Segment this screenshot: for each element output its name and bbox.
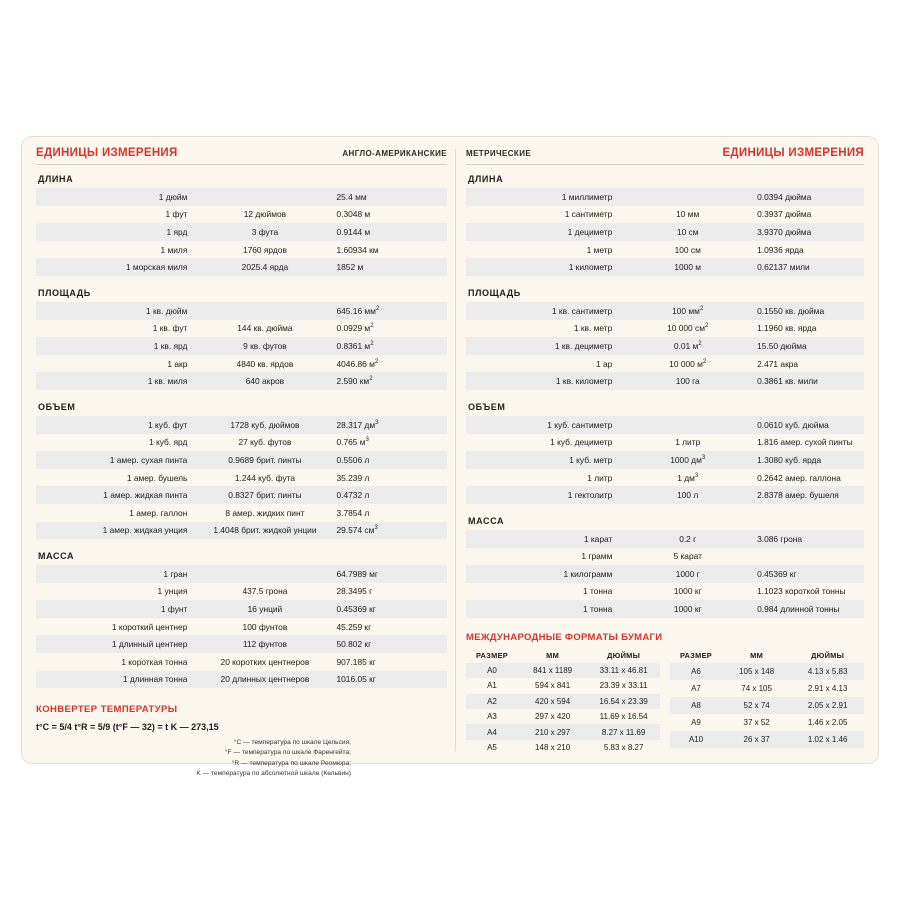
table-row — [36, 302, 447, 320]
table-cell: 1 ярд — [36, 223, 197, 241]
table-row — [36, 583, 447, 601]
table-cell: 1 фут — [165, 209, 188, 220]
table-cell: 10 000 $см^2$ — [667, 323, 709, 334]
table-cell: 1 фунт — [36, 600, 197, 618]
table-cell: 0.0394 дюйма — [753, 188, 864, 206]
table-cell: 1.46 x 2.05 — [807, 717, 848, 727]
table-row — [466, 709, 660, 724]
table-cell: 4046.86 $м^2$ — [336, 358, 379, 369]
table-cell: 1000 $дм^3$ — [622, 451, 753, 469]
table-cell: 1 амер. жидкая пинта — [36, 486, 197, 504]
table-cell: 1 куб. метр — [466, 451, 622, 469]
table-cell: 640 акров — [197, 372, 332, 390]
table-cell: 74 x 105 — [741, 683, 772, 693]
table-row — [670, 697, 864, 714]
right-header-subtitle: МЕТРИЧЕСКИЕ — [466, 149, 532, 158]
table-cell: 100 фунтов — [242, 621, 288, 632]
table-cell: 1 короткая тонна — [121, 656, 188, 667]
table-row — [36, 206, 447, 224]
temperature-note: °F — температура по шкале Фаренгейта; — [224, 749, 351, 757]
table-cell: 1 гран — [36, 565, 197, 583]
table-cell: 112 фунтов — [197, 635, 332, 653]
paper-formats-tables — [466, 648, 864, 755]
table-cell: 0.0610 куб. дюйма — [753, 416, 864, 434]
table-row — [466, 565, 864, 583]
reference-card — [22, 137, 878, 777]
paper-column-header: ММ — [546, 650, 560, 660]
units-table — [466, 302, 864, 390]
table-cell: 100 л — [622, 486, 753, 504]
table-cell: 1760 ярдов — [242, 244, 287, 255]
table-cell: 1 миллиметр — [466, 188, 622, 206]
table-row — [466, 188, 864, 206]
table-cell: 28.317 $дм^3$ — [332, 416, 447, 434]
paper-column-header: РАЗМЕР — [679, 650, 713, 660]
table-row — [36, 600, 447, 618]
table-row — [466, 355, 864, 373]
table-row — [466, 451, 864, 469]
table-cell: 1 дециметр — [466, 223, 622, 241]
table-row — [466, 663, 660, 678]
table-cell: 1.816 амер. сухой пинты — [757, 437, 853, 448]
table-cell — [670, 748, 722, 755]
table-cell: 1 карат — [466, 530, 622, 548]
units-table — [36, 416, 447, 539]
right-header — [466, 147, 864, 165]
table-cell: 1 тонна — [466, 600, 622, 618]
table-cell: 2.8378 амер. бушеля — [753, 486, 864, 504]
table-row — [466, 486, 864, 504]
table-cell — [197, 188, 332, 206]
left-column — [36, 147, 455, 777]
table-cell: 35.239 л — [336, 472, 370, 483]
units-table — [466, 416, 864, 504]
table-row — [466, 740, 660, 755]
table-cell: 1 гектолитр — [466, 486, 622, 504]
table-cell: 10 см — [622, 223, 753, 241]
paper-table-left — [466, 648, 660, 755]
table-row — [466, 583, 864, 601]
table-row — [36, 434, 447, 452]
table-cell: A10 — [670, 731, 722, 748]
temperature-converter-notes — [36, 738, 447, 779]
table-cell: 144 кв. дюйма — [237, 323, 293, 334]
table-cell: 105 x 148 — [722, 663, 791, 680]
paper-column-header: ДЮЙМЫ — [607, 650, 641, 660]
table-row — [466, 241, 864, 259]
table-cell: 1 куб. ярд — [148, 437, 188, 448]
table-cell: 27 куб. футов — [238, 437, 292, 448]
table-cell: 1 куб. дециметр — [550, 437, 613, 448]
table-cell: 0.8327 брит. пинты — [197, 486, 332, 504]
table-row — [36, 469, 447, 487]
table-cell: 23.39 x 33.11 — [599, 681, 648, 691]
table-cell: 52 x 74 — [722, 697, 791, 714]
table-cell: 20 длинных центнеров — [197, 671, 332, 689]
table-row — [466, 678, 660, 693]
table-cell: 0.984 длинной тонны — [753, 600, 864, 618]
units-table — [466, 530, 864, 618]
table-cell: 437.5 грона — [242, 586, 288, 597]
table-cell: A1 — [487, 681, 497, 691]
table-cell: 10 000 $м^2$ — [669, 358, 707, 369]
paper-formats — [466, 632, 864, 755]
table-cell: 37 x 52 — [743, 717, 770, 727]
table-cell: 1 ар — [595, 358, 613, 369]
table-row — [466, 206, 864, 224]
table-cell: 0.4732 л — [332, 486, 447, 504]
table-row — [466, 600, 864, 618]
table-cell: A8 — [670, 697, 722, 714]
table-cell — [722, 748, 791, 755]
table-cell: 3 фута — [197, 223, 332, 241]
table-cell: 0.62137 мили — [753, 258, 864, 276]
table-cell: 33.11 x 46.81 — [587, 663, 660, 678]
table-cell: 3.9370 дюйма — [753, 223, 864, 241]
table-row — [36, 372, 447, 390]
table-row — [466, 530, 864, 548]
table-cell: 1.4048 брит. жидкой унции — [197, 522, 332, 540]
table-cell: 0.45369 кг — [753, 565, 864, 583]
table-cell: A5 — [487, 742, 497, 752]
table-cell — [622, 416, 753, 434]
table-cell: 0.3048 м — [336, 209, 371, 220]
table-cell: 0.2 г — [622, 530, 753, 548]
table-row — [36, 618, 447, 636]
table-cell: 1 длинный центнер — [36, 635, 197, 653]
units-table — [36, 188, 447, 276]
table-cell: 1 кв. дециметр — [466, 337, 622, 355]
table-cell: 1 литр — [587, 472, 613, 483]
table-row — [466, 372, 864, 390]
section-title: ОБЪЕМ — [38, 401, 76, 412]
right-header-title: ЕДИНИЦЫ ИЗМЕРЕНИЯ — [722, 147, 864, 159]
table-cell: 0.0929 $м^2$ — [336, 323, 374, 334]
paper-column-header: ММ — [750, 650, 764, 660]
table-row — [36, 355, 447, 373]
table-cell: 0.3861 кв. мили — [753, 372, 864, 390]
table-cell: 148 x 210 — [535, 742, 571, 752]
table-row — [36, 671, 447, 689]
table-cell: 0.45369 кг — [332, 600, 447, 618]
table-cell: 50.802 кг — [332, 635, 447, 653]
table-cell: 2025.4 ярда — [197, 258, 332, 276]
table-cell: 100 см — [674, 244, 701, 255]
table-cell: A6 — [670, 663, 722, 680]
table-row — [36, 565, 447, 583]
table-cell: 3.7854 л — [336, 507, 370, 518]
table-cell: 1.3080 куб. ярда — [753, 451, 864, 469]
table-cell: 1 сантиметр — [564, 209, 613, 220]
table-cell: 1 кв. метр — [573, 323, 613, 334]
table-cell: 2.590 $км^2$ — [332, 372, 447, 390]
table-row — [36, 223, 447, 241]
table-cell: 841 x 1189 — [518, 663, 587, 678]
table-cell: 1000 кг — [622, 600, 753, 618]
table-cell: 0.9689 брит. пинты — [197, 451, 332, 469]
table-cell: 1016.05 кг — [332, 671, 447, 689]
table-cell: 100 $мм^2$ — [622, 302, 753, 320]
table-cell: 1 грамм — [581, 551, 613, 562]
table-row — [670, 714, 864, 731]
table-cell: 1 кв. километр — [466, 372, 622, 390]
table-row — [670, 748, 864, 755]
table-row — [466, 416, 864, 434]
table-cell: 5 карат — [673, 551, 702, 562]
table-row — [466, 469, 864, 487]
paper-column-header: ДЮЙМЫ — [811, 650, 845, 660]
table-cell: 420 x 594 — [518, 694, 587, 709]
table-row — [466, 724, 660, 739]
table-cell: 1 амер. галлон — [129, 507, 188, 518]
table-cell: 1852 м — [332, 258, 447, 276]
table-cell: 0.1550 кв. дюйма — [753, 302, 864, 320]
temperature-note: K — температура по абсолютной шкале (Кельвин) — [196, 769, 351, 777]
table-cell: 0.5506 л — [332, 451, 447, 469]
table-cell: 100 га — [622, 372, 753, 390]
table-cell: 1000 м — [622, 258, 753, 276]
column-divider — [455, 149, 456, 751]
table-cell: 0.01 $м^2$ — [622, 337, 753, 355]
table-row — [466, 320, 864, 338]
table-cell: 0.765 $м^3$ — [336, 437, 369, 448]
table-cell: 1 литр — [675, 437, 701, 448]
table-cell: 9 кв. футов — [197, 337, 332, 355]
table-cell: 2.471 акра — [757, 358, 799, 369]
left-header-subtitle: АНГЛО-АМЕРИКАНСКИЕ — [342, 149, 447, 158]
temperature-converter — [36, 704, 447, 779]
table-cell: 0.3937 дюйма — [757, 209, 812, 220]
table-cell: 1 кв. ярд — [36, 337, 197, 355]
table-row — [466, 434, 864, 452]
table-cell: 1.60934 км — [336, 244, 379, 255]
table-cell: 1 кв. миля — [36, 372, 197, 390]
temperature-note: °C — температура по шкале Цельсия; — [233, 739, 351, 747]
table-cell: 1 миля — [160, 244, 188, 255]
table-cell: 0.9144 м — [332, 223, 447, 241]
table-cell: 4840 кв. ярдов — [236, 358, 294, 369]
table-row — [36, 320, 447, 338]
table-row — [36, 258, 447, 276]
table-row — [670, 731, 864, 748]
table-cell: 1 куб. сантиметр — [466, 416, 622, 434]
table-cell — [197, 302, 332, 320]
table-cell: 4.13 x 5.83 — [791, 663, 864, 680]
table-cell: 45.259 кг — [336, 621, 372, 632]
table-cell: 1 длинная тонна — [36, 671, 197, 689]
section-title: ДЛИНА — [468, 174, 504, 184]
section-title: МАССА — [38, 551, 75, 562]
table-cell — [197, 565, 332, 583]
table-cell: 64.7989 мг — [332, 565, 447, 583]
table-cell: 0.8361 $м^2$ — [332, 337, 447, 355]
table-row — [36, 451, 447, 469]
table-cell: 1 куб. фут — [36, 416, 197, 434]
table-cell: 25.4 мм — [332, 188, 447, 206]
table-cell: 1 килограмм — [466, 565, 622, 583]
table-cell: 29.574 $см^3$ — [332, 522, 447, 540]
table-row — [36, 241, 447, 259]
table-cell: 1000 кг — [673, 586, 702, 597]
table-cell: 5.83 x 8.27 — [603, 742, 644, 752]
table-cell: A4 — [466, 724, 518, 739]
table-row — [466, 258, 864, 276]
section-title: МАССА — [468, 515, 505, 526]
table-cell: 1 кв. сантиметр — [466, 302, 622, 320]
table-row — [466, 548, 864, 566]
table-cell: 1.244 куб. фута — [234, 472, 295, 483]
table-cell: 2.05 x 2.91 — [791, 697, 864, 714]
table-row — [670, 680, 864, 697]
left-sections — [36, 174, 447, 688]
table-row — [36, 188, 447, 206]
table-cell: 1 дюйм — [36, 188, 197, 206]
table-cell: 20 коротких центнеров — [220, 656, 310, 667]
table-cell: 594 x 841 — [535, 681, 571, 691]
table-cell: 1 амер. бушель — [126, 472, 188, 483]
table-row — [36, 416, 447, 434]
units-table — [36, 302, 447, 390]
left-header-title: ЕДИНИЦЫ ИЗМЕРЕНИЯ — [36, 147, 178, 159]
table-cell: 8.27 x 11.69 — [587, 724, 660, 739]
table-row — [466, 337, 864, 355]
table-cell: 16.54 x 23.39 — [587, 694, 660, 709]
table-row — [36, 653, 447, 671]
table-cell: A3 — [487, 712, 497, 722]
table-cell — [753, 548, 864, 566]
table-cell: 1 морская миля — [36, 258, 197, 276]
table-cell: 16 унций — [197, 600, 332, 618]
table-cell: 1000 г — [622, 565, 753, 583]
paper-formats-title: МЕЖДУНАРОДНЫЕ ФОРМАТЫ БУМАГИ — [466, 631, 663, 643]
table-row — [466, 302, 864, 320]
table-cell: 8 амер. жидких пинт — [225, 507, 305, 518]
right-column — [462, 147, 864, 753]
temperature-converter-title: КОНВЕРТЕР ТЕМПЕРАТУРЫ — [36, 704, 178, 716]
units-table — [36, 565, 447, 688]
section-title: ПЛОЩАДЬ — [38, 287, 91, 298]
right-sections — [466, 174, 864, 618]
left-header — [36, 147, 447, 165]
table-cell: 1 амер. жидкая унция — [36, 522, 197, 540]
table-cell: 645.16 $мм^2$ — [332, 302, 447, 320]
table-row — [670, 663, 864, 680]
table-cell: 10 мм — [676, 209, 700, 220]
table-cell: 26 x 37 — [722, 731, 791, 748]
table-row — [466, 223, 864, 241]
table-cell: 1.0936 ярда — [757, 244, 804, 255]
table-row — [36, 486, 447, 504]
table-cell: 12 дюймов — [243, 209, 287, 220]
table-cell: 1 тонна — [583, 586, 613, 597]
table-cell: 28.3495 г — [336, 586, 373, 597]
table-cell: 1728 куб. дюймов — [197, 416, 332, 434]
paper-column-header: РАЗМЕР — [475, 650, 509, 660]
table-cell: 1 короткий центнер — [111, 621, 188, 632]
temperature-note: °R — температура по шкале Реомюра; — [231, 759, 351, 767]
table-cell: 2.91 x 4.13 — [807, 683, 848, 693]
table-cell: A0 — [466, 663, 518, 678]
temperature-converter-formula: t°C = 5/4 t°R = 5/9 (t°F — 32) = t K — 273,15 — [36, 722, 219, 733]
section-title: ОБЪЕМ — [468, 401, 506, 412]
table-cell: 210 x 297 — [518, 724, 587, 739]
table-cell: 15.50 дюйма — [753, 337, 864, 355]
table-cell: A9 — [691, 717, 701, 727]
table-cell: 1 $дм^3$ — [677, 472, 699, 483]
table-cell: 907.185 кг — [336, 656, 376, 667]
section-title: ДЛИНА — [38, 174, 74, 184]
table-cell — [791, 748, 864, 755]
table-cell: 1.02 x 1.46 — [791, 731, 864, 748]
table-cell: 1 унция — [157, 586, 188, 597]
section-title: ПЛОЩАДЬ — [468, 287, 521, 298]
table-cell: 0.2642 амер. галлона — [757, 472, 841, 483]
table-cell: 11.69 x 16.54 — [599, 712, 648, 722]
table-cell: A2 — [466, 694, 518, 709]
table-row — [36, 337, 447, 355]
table-cell — [622, 188, 753, 206]
table-cell: 1.1960 кв. ярда — [757, 323, 817, 334]
table-cell: 1 акр — [167, 358, 188, 369]
table-row — [36, 504, 447, 522]
paper-table-right — [670, 648, 864, 755]
table-cell: 1 амер. сухая пинта — [36, 451, 197, 469]
table-cell: 3.086 грона — [753, 530, 864, 548]
table-cell: 1 метр — [586, 244, 613, 255]
table-cell: 1 кв. фут — [152, 323, 188, 334]
table-row — [466, 694, 660, 709]
units-table — [466, 188, 864, 276]
table-cell: A7 — [691, 683, 701, 693]
table-cell: 1.1023 короткой тонны — [757, 586, 846, 597]
table-row — [36, 522, 447, 540]
table-cell: 1 кв. дюйм — [36, 302, 197, 320]
table-row — [36, 635, 447, 653]
table-cell: 1 километр — [466, 258, 622, 276]
table-cell: 297 x 420 — [535, 712, 571, 722]
